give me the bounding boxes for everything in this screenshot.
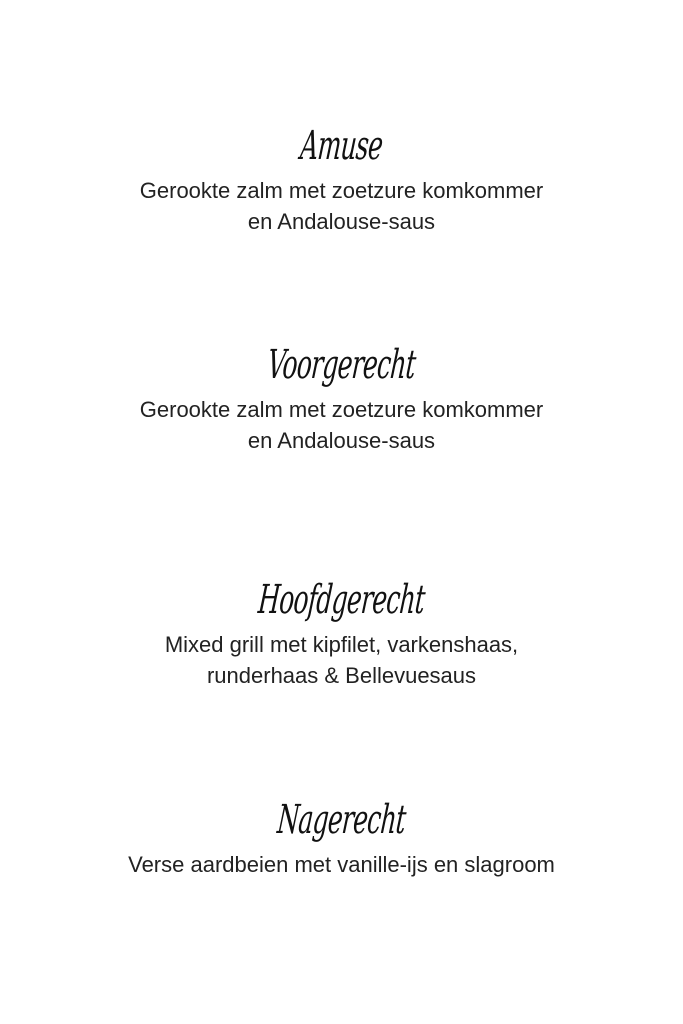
description-line: Gerookte zalm met zoetzure komkommer [139,397,544,422]
description-line: en Andalouse-saus [247,428,436,453]
description-line: Mixed grill met kipfilet, varkenshaas, [164,632,519,657]
course-title: Nagerecht [275,797,408,843]
description-line: Gerookte zalm met zoetzure komkommer [139,178,544,203]
course-voorgerecht [0,340,683,456]
course-description [0,849,683,880]
course-description [0,394,683,456]
description-line: Verse aardbeien met vanille-ijs en slagroom [128,852,555,877]
course-description [0,629,683,691]
course-amuse [0,121,683,237]
course-hoofdgerecht [0,575,683,691]
course-title: Voorgerecht [265,342,418,388]
course-description [0,175,683,237]
description-line: en Andalouse-saus [247,209,436,234]
description-line: runderhaas & Bellevuesaus [206,663,477,688]
course-title: Amuse [298,123,385,169]
course-nagerecht [0,795,683,880]
course-title: Hoofdgerecht [256,577,427,623]
